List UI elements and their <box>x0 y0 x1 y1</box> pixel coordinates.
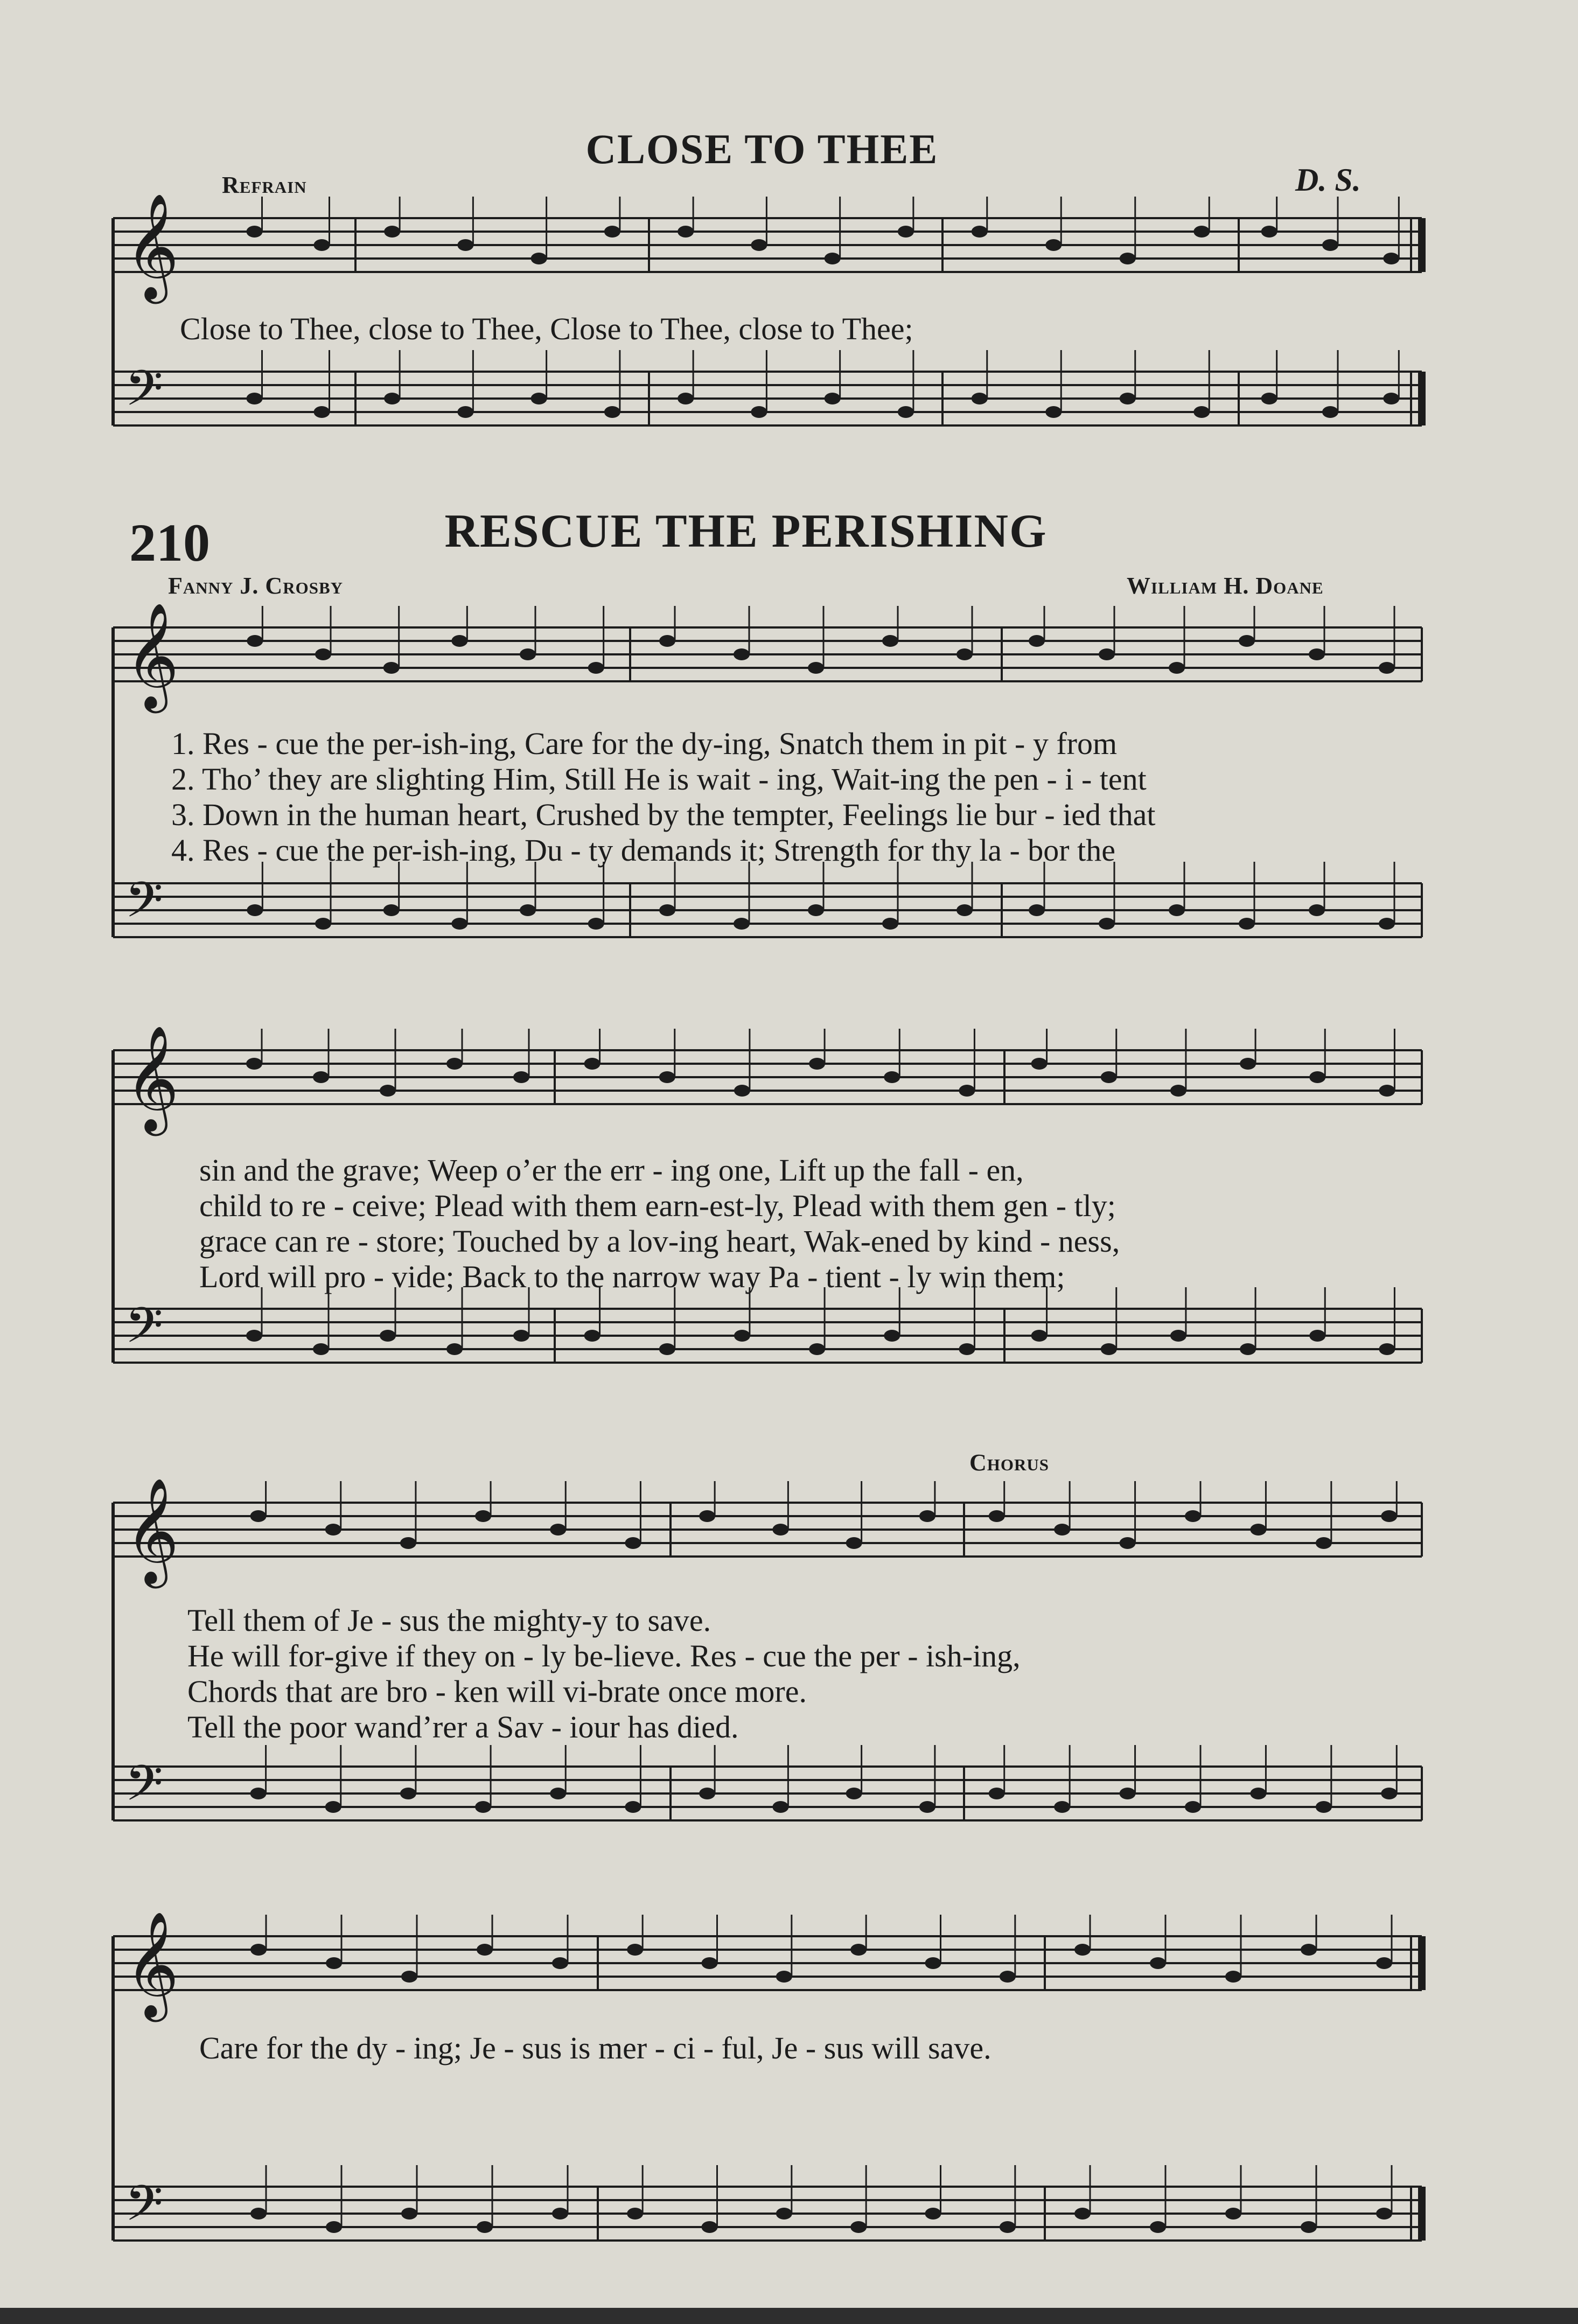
note-head <box>1383 253 1399 264</box>
verse3-line: 3. Down in the human heart, Crushed by the tempter, Feelings lie bur - ied that <box>171 797 1156 832</box>
hymn-number: 210 <box>129 513 210 573</box>
note-head <box>1376 2208 1392 2220</box>
note-head <box>246 1330 262 1342</box>
note-head <box>513 1330 529 1342</box>
note-head <box>314 239 330 251</box>
note-head <box>659 635 675 647</box>
note-head <box>1054 1801 1070 1813</box>
note-head <box>699 1788 715 1799</box>
note-head <box>972 393 988 404</box>
note-head <box>400 1788 416 1799</box>
note-head <box>475 1801 491 1813</box>
note-head <box>884 1071 900 1083</box>
note-head <box>550 1788 566 1799</box>
note-head <box>1250 1788 1266 1799</box>
note-head <box>477 2221 493 2233</box>
page-bottom-edge <box>0 2308 1578 2324</box>
note-head <box>659 1343 675 1355</box>
treble-clef-icon: 𝄞 <box>125 1477 179 1584</box>
note-head <box>380 1330 396 1342</box>
note-head <box>1045 406 1062 418</box>
bass-clef-icon: 𝄢 <box>125 360 163 429</box>
note-head <box>1193 406 1210 418</box>
note-head <box>531 253 547 264</box>
note-head <box>625 1537 641 1549</box>
note-head <box>247 904 263 916</box>
verse2-line: 2. Tho’ they are slighting Him, Still He is wait - ing, Wait-ing the pen - i - tent <box>171 762 1147 797</box>
bass-clef-icon: 𝄢 <box>125 1755 163 1824</box>
note-head <box>1309 648 1325 660</box>
note-head <box>250 1788 267 1799</box>
note-head <box>734 1330 750 1342</box>
note-head <box>326 1957 342 1969</box>
note-head <box>925 2208 941 2220</box>
note-head <box>1239 635 1255 647</box>
note-head <box>451 635 467 647</box>
note-head <box>1309 1330 1325 1342</box>
note-head <box>956 904 973 916</box>
note-head <box>1376 1957 1392 1969</box>
note-head <box>627 1944 643 1956</box>
bass-clef-icon: 𝄢 <box>125 1297 163 1366</box>
note-head <box>313 1071 329 1083</box>
note-head <box>584 1330 601 1342</box>
note-head <box>1000 1971 1016 1983</box>
note-head <box>1309 1071 1325 1083</box>
note-head <box>808 662 824 674</box>
note-head <box>1150 2221 1166 2233</box>
note-head <box>383 904 400 916</box>
note-head <box>313 1343 329 1355</box>
note-head <box>1381 1510 1397 1522</box>
note-head <box>1170 1330 1186 1342</box>
note-head <box>846 1788 862 1799</box>
bass-clef-icon: 𝄢 <box>125 2175 163 2244</box>
note-head <box>1316 1537 1332 1549</box>
note-head <box>446 1058 463 1070</box>
note-head <box>1250 1524 1266 1536</box>
note-head <box>1379 662 1395 674</box>
note-head <box>1239 918 1255 930</box>
note-head <box>699 1510 715 1522</box>
note-head <box>678 226 694 238</box>
note-head <box>808 904 824 916</box>
note-head <box>1099 648 1115 660</box>
verse1-line: Tell them of Je - sus the mighty-y to save. <box>187 1603 711 1638</box>
note-head <box>1120 393 1136 404</box>
note-head <box>446 1343 463 1355</box>
da-segno-mark: D. S. <box>1295 162 1361 198</box>
note-head <box>384 393 400 404</box>
note-head <box>457 406 473 418</box>
verse2-line: He will for-give if they on - ly be-lieve. Res - cue the per - ish-ing, <box>187 1638 1021 1673</box>
hymn-title: RESCUE THE PERISHING <box>444 505 1048 557</box>
note-head <box>734 1085 750 1097</box>
note-head <box>751 406 767 418</box>
note-head <box>1074 1944 1091 1956</box>
note-head <box>588 662 604 674</box>
note-head <box>1240 1058 1256 1070</box>
note-head <box>989 1510 1005 1522</box>
note-head <box>400 1537 416 1549</box>
note-head <box>401 2208 417 2220</box>
note-head <box>552 1957 568 1969</box>
note-head <box>850 2221 867 2233</box>
bass-clef-icon: 𝄢 <box>125 871 163 940</box>
note-head <box>380 1085 396 1097</box>
treble-clef-icon: 𝄞 <box>125 1911 179 2018</box>
note-head <box>520 904 536 916</box>
treble-clef-icon: 𝄞 <box>125 1025 179 1132</box>
note-head <box>1383 393 1399 404</box>
note-head <box>1381 1788 1397 1799</box>
note-head <box>384 226 400 238</box>
note-head <box>457 239 473 251</box>
note-head <box>659 904 675 916</box>
note-head <box>401 1971 417 1983</box>
note-head <box>325 1524 341 1536</box>
note-head <box>1169 904 1185 916</box>
note-head <box>1029 635 1045 647</box>
note-head <box>1099 918 1115 930</box>
note-head <box>1101 1071 1117 1083</box>
note-head <box>1316 1801 1332 1813</box>
note-head <box>326 2221 342 2233</box>
verse1-line: sin and the grave; Weep o’er the err - ing one, Lift up the fall - en, <box>199 1153 1024 1188</box>
note-head <box>989 1788 1005 1799</box>
note-head <box>1322 239 1338 251</box>
note-head <box>1379 918 1395 930</box>
note-head <box>383 662 400 674</box>
note-head <box>475 1510 491 1522</box>
note-head <box>315 918 331 930</box>
note-head <box>1261 393 1277 404</box>
note-head <box>702 1957 718 1969</box>
verse4-line: Tell the poor wand’rer a Sav - iour has died. <box>187 1709 739 1744</box>
note-head <box>772 1801 788 1813</box>
note-head <box>247 393 263 404</box>
note-head <box>898 226 914 238</box>
note-head <box>884 1330 900 1342</box>
note-head <box>659 1071 675 1083</box>
note-head <box>972 226 988 238</box>
note-head <box>919 1801 935 1813</box>
note-head <box>325 1801 341 1813</box>
note-head <box>1225 2208 1241 2220</box>
note-head <box>552 2208 568 2220</box>
note-head <box>1054 1524 1070 1536</box>
note-head <box>882 635 898 647</box>
note-head <box>1301 1944 1317 1956</box>
refrain-title: CLOSE TO THEE <box>585 125 939 172</box>
note-head <box>751 239 767 251</box>
treble-clef-icon: 𝄞 <box>125 193 179 299</box>
verse4-line: Lord will pro - vide; Back to the narrow way Pa - tient - ly win them; <box>199 1259 1065 1294</box>
note-head <box>531 393 547 404</box>
note-head <box>604 226 620 238</box>
note-head <box>1031 1330 1048 1342</box>
note-head <box>919 1510 935 1522</box>
note-head <box>314 406 330 418</box>
note-head <box>776 1971 792 1983</box>
note-head <box>247 635 263 647</box>
note-head <box>825 393 841 404</box>
note-head <box>1120 1537 1136 1549</box>
note-head <box>1301 2221 1317 2233</box>
treble-clef-icon: 𝄞 <box>125 602 179 709</box>
chorus-label: Chorus <box>969 1449 1050 1476</box>
note-head <box>1074 2208 1091 2220</box>
note-head <box>1150 1957 1166 1969</box>
author: Fanny J. Crosby <box>168 573 344 599</box>
note-head <box>1120 253 1136 264</box>
note-head <box>1169 662 1185 674</box>
note-head <box>1225 1971 1241 1983</box>
note-head <box>734 648 750 660</box>
note-head <box>520 648 536 660</box>
note-head <box>584 1058 601 1070</box>
note-head <box>625 1801 641 1813</box>
composer: William H. Doane <box>1127 573 1324 599</box>
refrain-lyric: Close to Thee, close to Thee, Close to Thee, close to Thee; <box>180 311 913 346</box>
note-head <box>250 1510 267 1522</box>
note-head <box>956 648 973 660</box>
note-head <box>1029 904 1045 916</box>
refrain-label: Refrain <box>222 172 307 198</box>
note-head <box>809 1058 825 1070</box>
note-head <box>809 1343 825 1355</box>
note-head <box>513 1071 529 1083</box>
note-head <box>250 1944 267 1956</box>
verse2-line: child to re - ceive; Plead with them earn-est-ly, Plead with them gen - tly; <box>199 1188 1116 1223</box>
note-head <box>1322 406 1338 418</box>
note-head <box>1379 1085 1395 1097</box>
note-head <box>776 2208 792 2220</box>
note-head <box>959 1085 975 1097</box>
note-head <box>1045 239 1062 251</box>
note-head <box>734 918 750 930</box>
note-head <box>604 406 620 418</box>
note-head <box>1379 1343 1395 1355</box>
note-head <box>678 393 694 404</box>
note-head <box>825 253 841 264</box>
note-head <box>1170 1085 1186 1097</box>
note-head <box>898 406 914 418</box>
note-head <box>925 1957 941 1969</box>
note-head <box>1185 1801 1201 1813</box>
note-head <box>246 1058 262 1070</box>
verse3-line: grace can re - store; Touched by a lov-ing heart, Wak-ened by kind - ness, <box>199 1224 1120 1259</box>
note-head <box>588 918 604 930</box>
note-head <box>1185 1510 1201 1522</box>
note-head <box>550 1524 566 1536</box>
note-head <box>315 648 331 660</box>
verse4-line: 4. Res - cue the per-ish-ing, Du - ty demands it; Strength for thy la - bor the <box>171 833 1115 868</box>
note-head <box>627 2208 643 2220</box>
note-head <box>1309 904 1325 916</box>
note-head <box>1000 2221 1016 2233</box>
note-head <box>451 918 467 930</box>
verse1-line: 1. Res - cue the per-ish-ing, Care for the dy-ing, Snatch them in pit - y from <box>171 726 1118 761</box>
verse3-line: Chords that are bro - ken will vi-brate once more. <box>187 1674 807 1709</box>
note-head <box>850 1944 867 1956</box>
note-head <box>1261 226 1277 238</box>
note-head <box>250 2208 267 2220</box>
note-head <box>846 1537 862 1549</box>
note-head <box>882 918 898 930</box>
system4-lyric: Care for the dy - ing; Je - sus is mer - ci - ful, Je - sus will save. <box>199 2030 992 2065</box>
note-head <box>1101 1343 1117 1355</box>
note-head <box>1240 1343 1256 1355</box>
note-head <box>477 1944 493 1956</box>
note-head <box>1120 1788 1136 1799</box>
note-head <box>247 226 263 238</box>
note-head <box>1031 1058 1048 1070</box>
note-head <box>772 1524 788 1536</box>
note-head <box>959 1343 975 1355</box>
note-head <box>1193 226 1210 238</box>
note-head <box>702 2221 718 2233</box>
